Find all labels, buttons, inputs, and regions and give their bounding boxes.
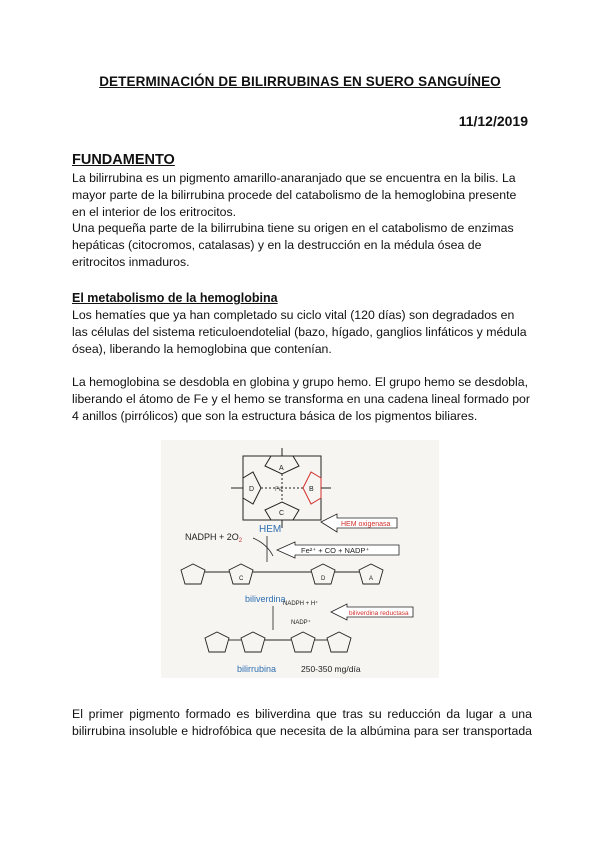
nadp-label: NADP⁺ (291, 620, 311, 626)
paragraph-biliverdina-line2: bilirrubina insoluble e hidrofóbica que necesita de la albúmina para ser transportada (72, 724, 532, 738)
paragraph-intro: La bilirrubina es un pigmento amarillo-anaranjado que se encuentra en la bilis. La mayor parte de la bilirrubina procede del catabolismo de la hemoglobina presente en el interior de los eritrocitos. (72, 171, 517, 219)
hem-oxygenase-arrow (321, 514, 397, 532)
biliverdina-ring-a: A (369, 576, 374, 582)
products-box (277, 542, 399, 558)
paragraph-origin: Una pequeña parte de la bilirrubina tiene su origen en el catabolismo de enzimas hepáticas (citocromos, catalasas) y en la destrucción en la médula ósea de eritrocitos inmaduros. (72, 221, 514, 269)
biliverdina-ring-c: C (239, 576, 244, 582)
biliverdina-ring-d: D (321, 576, 326, 582)
svg-text:Fe²⁺ + CO + NADP⁺: Fe²⁺ + CO + NADP⁺ (301, 546, 370, 555)
biliverdin-reductase-arrow (331, 604, 413, 620)
biliverdina-label: biliverdina (245, 594, 286, 604)
nadph-o2-label: NADPH + $2O_2$ (185, 532, 243, 544)
section-heading: FUNDAMENTO (72, 152, 175, 168)
ring-c-label: C (279, 510, 285, 517)
hemoglobin-metabolism-figure (161, 440, 439, 678)
svg-text:biliverdina reductasa: biliverdina reductasa (349, 610, 409, 617)
iron-label: Fe (275, 487, 283, 493)
biliverdina-structure (181, 564, 383, 584)
hem-label: HEM (259, 524, 282, 535)
document-title: DETERMINACIÓN DE BILIRRUBINAS EN SUERO SANGUÍNEO (99, 74, 501, 89)
bilirrubina-label: bilirrubina (237, 664, 277, 674)
ring-a-label: A (279, 465, 284, 472)
metabolism-diagram (161, 440, 439, 678)
paragraph-hematies: Los hematíes que ya han completado su ciclo vital (120 días) son degradados en las células del sistema reticuloendotelial (bazo, hígado, ganglios linfáticos y médula ósea), liberando la hemoglobina que contenían. (72, 308, 527, 356)
ring-b-label: B (309, 486, 314, 493)
paragraph-biliverdina-line1: El primer pigmento formado es biliverdina que tras su reducción da lugar a una (72, 707, 532, 721)
nadph-h-label: NADPH + H⁺ (283, 601, 319, 607)
svg-text:HEM oxigenasa: HEM oxigenasa (341, 521, 391, 528)
bilirrubina-structure (205, 632, 351, 652)
document-date: 11/12/2019 (458, 113, 528, 129)
subheading: El metabolismo de la hemoglobina (72, 291, 278, 305)
ring-d-label: D (249, 486, 255, 493)
paragraph-hemoglobina: La hemoglobina se desdobla en globina y grupo hemo. El grupo hemo se desdobla, liberando el átomo de Fe y el hemo se transforma en una cadena lineal formado por 4 anillos (pirrólicos) que son la estructura básica de los pigmentos biliares. (72, 375, 530, 423)
mass-label: 250-350 mg/día (301, 664, 361, 674)
